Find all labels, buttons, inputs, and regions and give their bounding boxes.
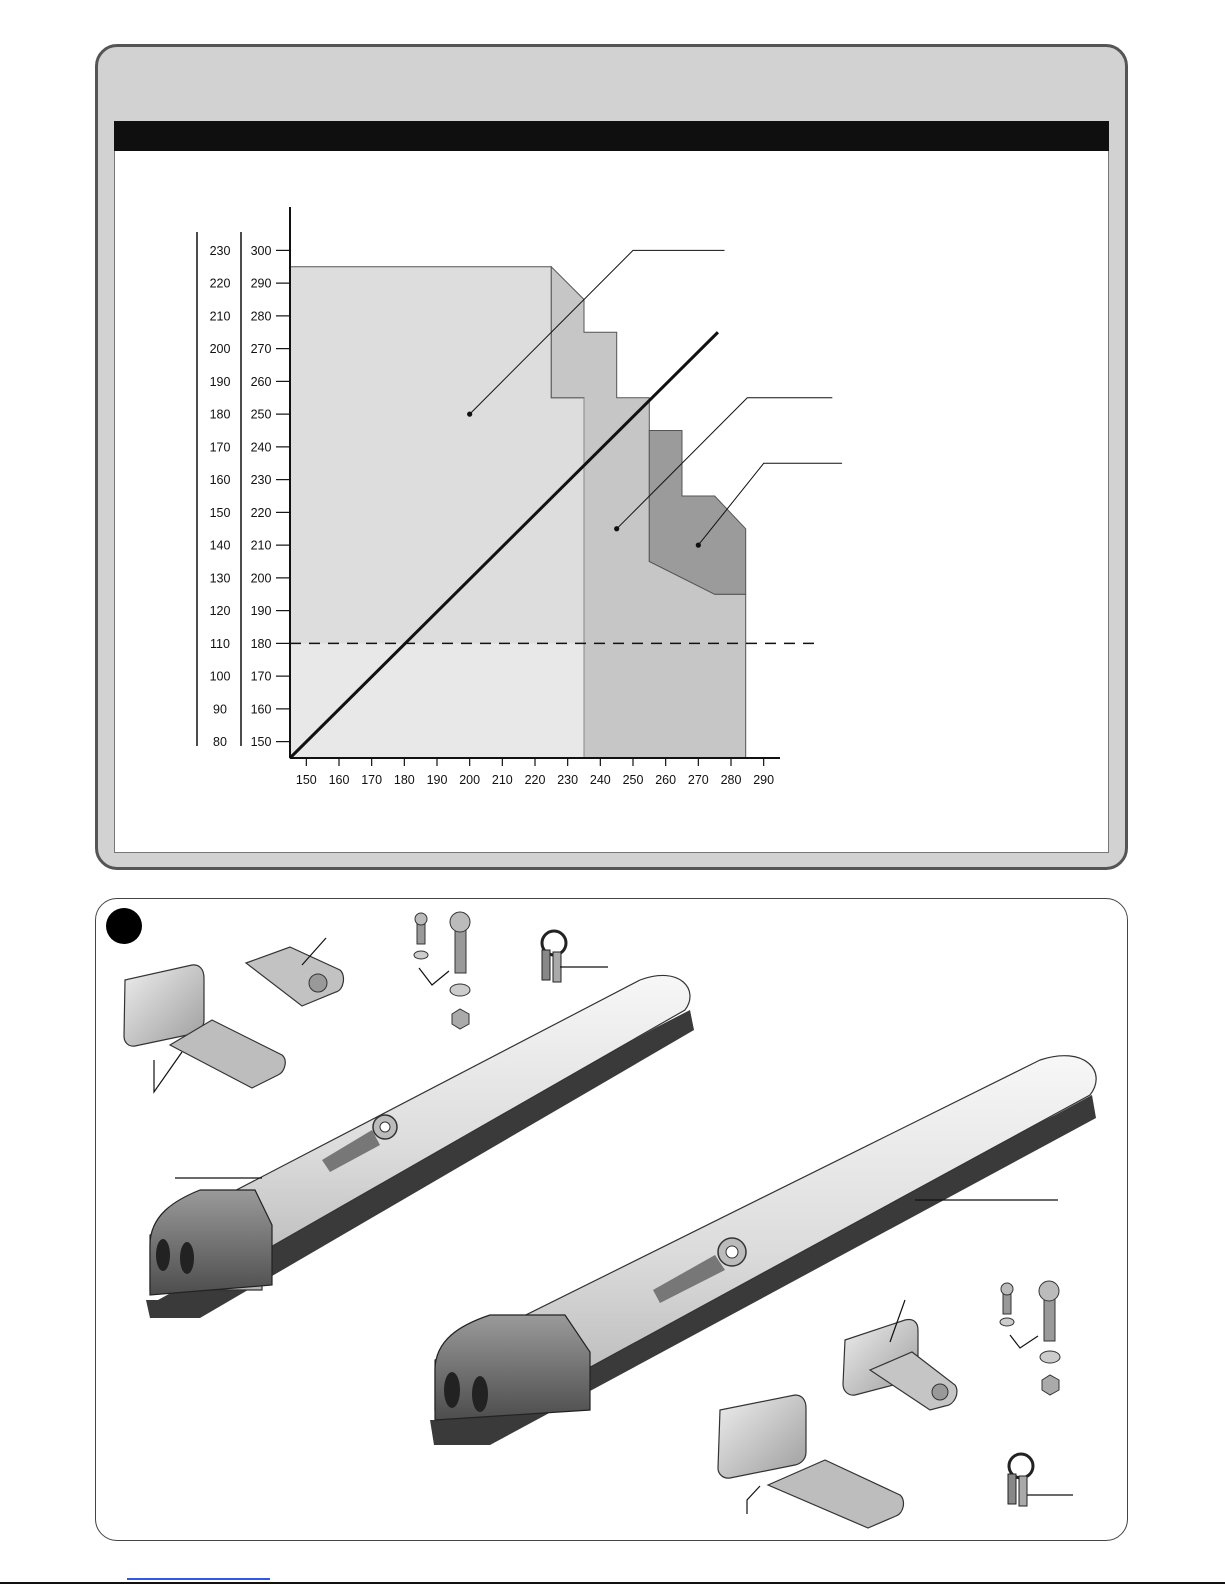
y-tick-label: 300 (250, 243, 272, 258)
x-tick-label: 230 (557, 773, 579, 787)
light-zone-callout-dot (467, 412, 472, 417)
figure-number-dot (106, 908, 142, 944)
y-tick-label: 230 (250, 473, 272, 488)
y-outer-tick-label: 190 (209, 374, 231, 389)
y-outer-tick-label: 180 (209, 407, 231, 422)
y-outer-tick-label: 90 (213, 702, 227, 717)
x-tick-label: 200 (459, 773, 481, 787)
light-zone-lower (290, 643, 584, 758)
y-tick-label: 190 (250, 604, 272, 619)
y-tick-label: 240 (250, 440, 272, 455)
y-outer-tick-label: 150 (209, 505, 231, 520)
y-outer-tick-label: 200 (209, 342, 231, 357)
footer-rule (0, 1582, 1225, 1584)
y-tick-label: 170 (250, 669, 272, 684)
x-tick-label: 220 (524, 773, 546, 787)
y-tick-label: 260 (250, 374, 272, 389)
x-tick-label: 160 (328, 773, 350, 787)
y-outer-tick-label: 120 (209, 604, 231, 619)
y-outer-tick-label: 140 (209, 538, 231, 553)
y-tick-label: 220 (250, 505, 272, 520)
y-outer-tick-label: 210 (209, 309, 231, 324)
kit-contents-panel (95, 898, 1128, 1541)
x-tick-label: 180 (393, 773, 415, 787)
x-tick-label: 170 (361, 773, 383, 787)
x-tick-label: 280 (720, 773, 742, 787)
y-outer-tick-label: 160 (209, 473, 231, 488)
x-tick-label: 150 (295, 773, 317, 787)
y-outer-tick-label: 130 (209, 571, 231, 586)
x-tick-label: 290 (753, 773, 775, 787)
y-outer-tick-label: 100 (209, 669, 231, 684)
x-tick-label: 250 (622, 773, 644, 787)
y-outer-tick-label: 220 (209, 276, 231, 291)
y-outer-tick-label: 170 (209, 440, 231, 455)
y-tick-label: 250 (250, 407, 272, 422)
y-tick-label: 280 (250, 309, 272, 324)
y-outer-tick-label: 80 (213, 735, 227, 750)
y-outer-tick-label: 230 (209, 243, 231, 258)
y-tick-label: 270 (250, 342, 272, 357)
x-tick-label: 210 (491, 773, 513, 787)
footer-link-underline[interactable] (127, 1578, 270, 1580)
dark-zone-callout-dot (696, 543, 701, 548)
x-tick-label: 240 (589, 773, 611, 787)
x-tick-label: 270 (687, 773, 709, 787)
zone-regions (290, 267, 746, 758)
y-tick-label: 290 (250, 276, 272, 291)
y-tick-label: 180 (250, 636, 272, 651)
y-tick-label: 150 (250, 735, 272, 750)
x-tick-label: 190 (426, 773, 448, 787)
y-tick-label: 160 (250, 702, 272, 717)
x-tick-label: 260 (655, 773, 677, 787)
y-outer-tick-label: 110 (210, 636, 230, 651)
y-tick-label: 200 (250, 571, 272, 586)
y-tick-label: 210 (250, 538, 272, 553)
medium-zone-callout-dot (614, 526, 619, 531)
